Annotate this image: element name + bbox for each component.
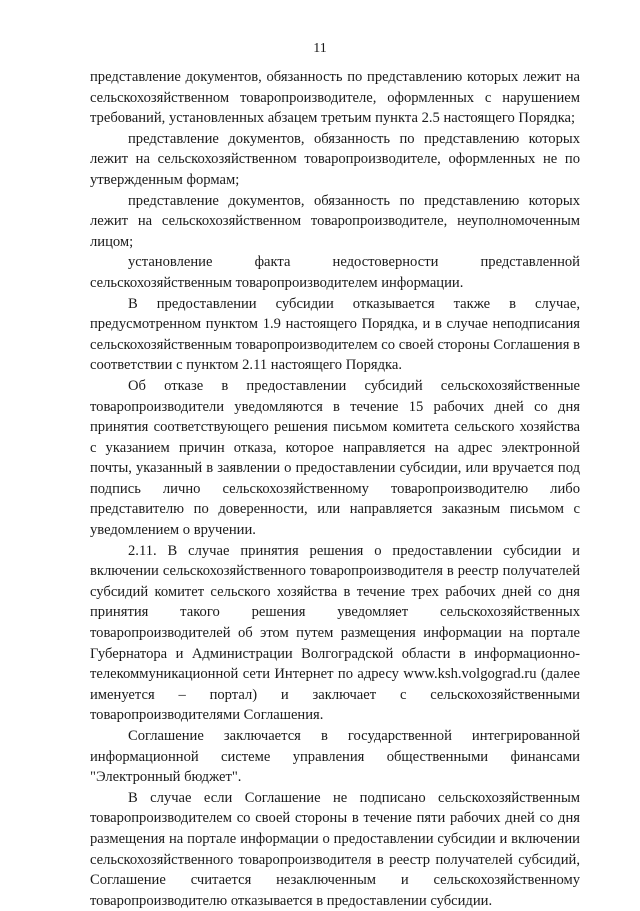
page-number: 11 <box>313 41 327 56</box>
paragraph-refusal-ground-unapproved-forms: представление документов, обязанность по представлению которых лежит на сельскохозяйственном товаропроизводителе, оформленных не по утвержденным формам; <box>90 130 580 188</box>
document-body <box>90 67 580 911</box>
paragraph-refusal-ground-false-info: установление факта недостоверности представленной сельскохозяйственным товаропроизводителем информации. <box>90 254 580 291</box>
paragraph-refusal-ground-violations: представление документов, обязанность по представлению которых лежит на сельскохозяйственном товаропроизводителе, оформленных с нарушением требований, установленных абзацем третьим пункта 2.5 настоящего Порядка; <box>90 69 580 127</box>
paragraph-section-2-11: 2.11. В случае принятия решения о предоставлении субсидии и включении сельскохозяйственного товаропроизводителя в реестр получателей субсидий комитет сельского хозяйства в течение трех рабочих дней со дня принятия такого решения уведомляет сельскохозяйственных товаропроизводителей об этом путем размещения информации на портале Губернатора и Администрации Волгоградской области в информационно-телекоммуникационной сети Интернет по адресу www.ksh.volgograd.ru (далее именуется – портал) и заключает с сельскохозяйственными товаропроизводителями Соглашения. <box>90 542 580 724</box>
paragraph-agreement-system: Соглашение заключается в государственной интегрированной информационной системе управления общественными финансами "Электронный бюджет". <box>90 728 580 786</box>
paragraph-refusal-ground-unauthorized-person: представление документов, обязанность по представлению которых лежит на сельскохозяйственном товаропроизводителе, неуполномоченным лицом; <box>90 192 580 250</box>
paragraph-refusal-also: В предоставлении субсидии отказывается также в случае, предусмотренном пунктом 1.9 настоящего Порядка, и в случае неподписания сельскохозяйственным товаропроизводителем со своей стороны Соглашения в соответствии с пунктом 2.11 настоящего Порядка. <box>90 295 580 374</box>
paragraph-agreement-not-signed: В случае если Соглашение не подписано сельскохозяйственным товаропроизводителем со своей стороны в течение пяти рабочих дней со дня размещения на портале информации о предоставлении субсидии и включении сельскохозяйственного товаропроизводителя в реестр получателей субсидий, Соглашение считается незаключенным и сельскохозяйственному товаропроизводителю отказывается в предоставлении субсидии. <box>90 789 580 909</box>
paragraph-refusal-notification: Об отказе в предоставлении субсидий сельскохозяйственные товаропроизводители уведомляются в течение 15 рабочих дней со дня принятия соответствующего решения письмом комитета сельского хозяйства с указанием причин отказа, которое направляется на адрес электронной почты, указанный в заявлении о предоставлении субсидии, или вручается под подпись лично сельскохозяйственному товаропроизводителю либо представителю по доверенности, или направляется заказным письмом с уведомлением о вручении. <box>90 377 580 539</box>
